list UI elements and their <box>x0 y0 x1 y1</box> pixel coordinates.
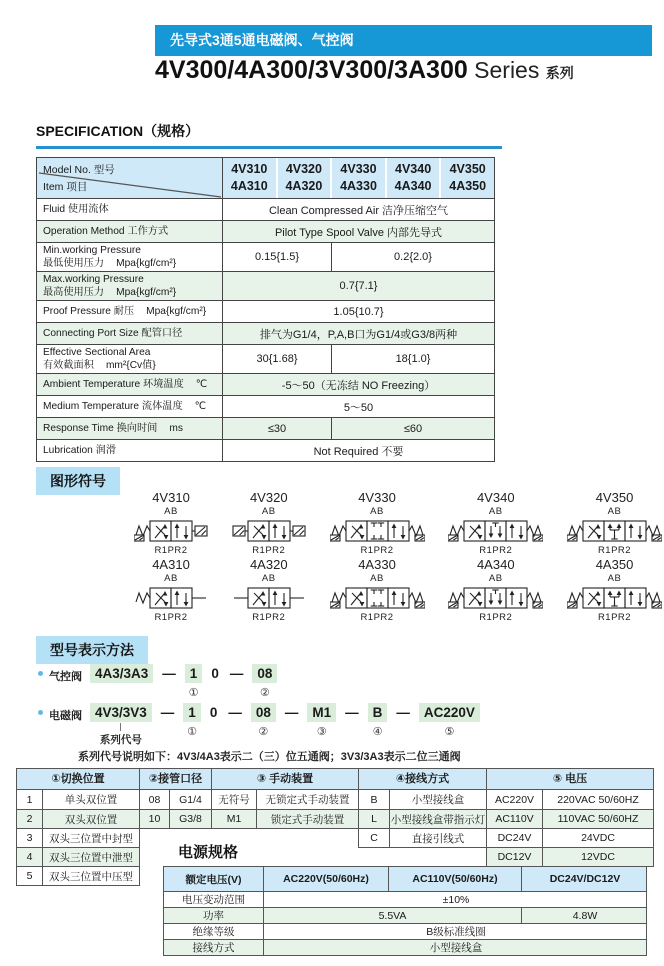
code-table-row <box>359 790 486 809</box>
model-column-header <box>276 158 331 198</box>
model-header-line1: 4V330 <box>340 162 377 177</box>
code-segment-text: 1 <box>183 703 201 722</box>
code-table-cell: 5 <box>17 867 43 885</box>
spec-value-cell: ≤60 <box>331 418 494 439</box>
power-header-label: 额定电压(V) <box>164 867 264 891</box>
spec-label-unit: Mpa{kgf/cm²} <box>146 305 207 317</box>
code-table-cell: 小型接线盒带指示灯 <box>390 813 486 826</box>
model-header-line2: 4A330 <box>340 179 377 193</box>
code-segment <box>228 664 246 683</box>
valve-symbol-icon <box>232 518 306 545</box>
power-row <box>164 907 646 923</box>
spec-label-line: Ambient Temperature 环境温度 ℃ <box>43 378 208 390</box>
code-table-cell: 24VDC <box>581 832 615 844</box>
code-table-cell: 双头三位置中泄型 <box>49 851 133 864</box>
power-header-row <box>164 867 646 891</box>
valve-block <box>448 558 543 624</box>
power-row <box>164 923 646 939</box>
code-segment <box>307 703 336 738</box>
power-header-cell: AC220V(50/60Hz) <box>283 873 369 885</box>
spec-label-unit: ℃ <box>194 400 207 412</box>
code-table-cell: 110VAC 50/60HZ <box>557 813 639 825</box>
spec-row-values <box>223 199 494 220</box>
code-table-cell: 双头双位置 <box>64 813 118 826</box>
code-segment-text: — <box>284 705 299 720</box>
spec-row <box>37 417 494 439</box>
spec-row-values <box>223 221 494 242</box>
code-table-section <box>139 768 212 829</box>
valve-model-label: 4V320 <box>249 490 288 505</box>
model-code-segments <box>90 703 487 747</box>
valve-block <box>330 558 425 624</box>
code-table-section <box>16 768 140 886</box>
power-row-label: 绝缘等级 <box>164 924 264 939</box>
valve-model-label: 4V330 <box>358 490 396 505</box>
valve-symbol-icon <box>134 585 208 612</box>
code-table-cell: 小型接线盒 <box>411 794 465 806</box>
valve-symbol-icon <box>567 518 662 545</box>
code-table-cell: AC220V <box>487 790 543 809</box>
valve-bottom-ports-label: R1PR2 <box>597 611 632 623</box>
code-segment-text: — <box>162 666 176 681</box>
code-segment-text: 4V3/3V3 <box>90 703 152 722</box>
spec-value-cell: 排气为G1/4，P,A,B口为G1/4或G3/8两种 <box>259 328 458 341</box>
code-segment-text: — <box>228 705 242 720</box>
code-table-row <box>359 809 486 828</box>
code-table-row <box>140 809 211 828</box>
series-title <box>155 56 574 85</box>
spec-row-label <box>37 374 223 395</box>
power-table <box>163 866 647 956</box>
code-segment <box>208 703 220 722</box>
model-code-segments <box>90 664 284 699</box>
spec-row <box>37 322 494 344</box>
circle-number: ④ <box>372 726 383 738</box>
code-segment <box>226 703 244 722</box>
spec-row-label <box>37 396 223 417</box>
valve-bottom-ports-label: R1PR2 <box>360 611 394 623</box>
spec-label-line: 最高使用压力 Mpa{kgf/cm²} <box>43 287 177 298</box>
spec-row-label <box>37 221 223 242</box>
spec-corner-top: Model No. 型号 <box>43 164 115 176</box>
model-code-category: 气控阀 <box>49 671 82 683</box>
model-code-line <box>38 664 487 699</box>
model-header-line2: 4A340 <box>394 179 432 193</box>
spec-value-cell: 1.05{10.7} <box>333 305 384 318</box>
spec-row-values <box>223 272 494 300</box>
code-table-row <box>17 866 139 885</box>
code-table-cell: 无符号 <box>212 790 257 809</box>
code-table-row <box>487 847 653 866</box>
valve-symbol-icon <box>567 585 662 612</box>
spec-row-values <box>223 440 494 461</box>
model-code-category: 电磁阀 <box>49 710 82 722</box>
code-table-cell: G1/4 <box>179 793 202 806</box>
spec-label-line: Max.working Pressure <box>43 273 144 285</box>
spec-value-cell: Not Required 不要 <box>313 445 404 458</box>
valve-top-ports-label: AB <box>164 572 178 584</box>
valve-block <box>232 491 306 557</box>
title-band <box>155 25 652 56</box>
spec-row-label <box>37 418 223 439</box>
spec-row-values <box>223 374 494 395</box>
valve-top-ports-label: AB <box>261 505 276 517</box>
code-segment-text: 08 <box>251 703 276 722</box>
spec-row <box>37 439 494 461</box>
spec-row-values <box>223 301 494 322</box>
valve-block <box>134 558 208 624</box>
code-table-cell: DC24V <box>487 829 543 847</box>
valve-bottom-ports-label: R1PR2 <box>154 544 188 556</box>
valve-bottom-ports-label: R1PR2 <box>479 611 513 623</box>
code-segment <box>160 664 178 683</box>
spec-label-line: Effective Sectional Area <box>43 346 151 358</box>
spec-row-label <box>37 345 223 373</box>
spec-label-line: Fluid 使用流体 <box>43 203 109 215</box>
code-table-section <box>486 768 654 867</box>
code-table-cell: 直接引线式 <box>411 832 465 845</box>
spec-label-unit: ms <box>169 422 183 434</box>
series-code-text: 系列代号 <box>99 734 142 746</box>
power-header-cell: AC110V(50/60Hz) <box>388 867 521 891</box>
power-value-cell: 小型接线盒 <box>429 942 483 954</box>
code-segment-text: — <box>345 705 359 720</box>
spec-value-cell: ≤30 <box>267 422 287 435</box>
code-table-cell: 08 <box>140 790 170 809</box>
code-table-cell: 双头三位置中封型 <box>49 832 133 845</box>
code-table-cell: 220VAC 50/60HZ <box>557 793 639 806</box>
valve-symbol-row-2 <box>134 558 662 624</box>
series-code-label <box>100 723 142 747</box>
model-header-line1: 4V320 <box>285 162 322 177</box>
spec-row-values <box>223 345 494 373</box>
code-table-row <box>487 809 653 828</box>
valve-bottom-ports-label: R1PR2 <box>360 544 394 556</box>
model-column-header <box>223 158 276 198</box>
code-table-cell: L <box>359 810 390 828</box>
spec-label-unit: mm²{Cv值} <box>105 360 156 371</box>
spec-value-cell: 18{1.0} <box>331 345 494 373</box>
code-table-row <box>17 809 139 828</box>
valve-symbol-row-1 <box>134 491 662 557</box>
bullet-icon <box>38 710 43 715</box>
series-code-note: 系列代号说明如下：4V3/4A3表示二（三）位五通阀；3V3/3A3表示二位三通阀 <box>78 751 461 763</box>
code-table-row <box>212 790 358 809</box>
valve-top-ports-label: AB <box>607 572 622 584</box>
code-segment-text: AC220V <box>419 703 480 722</box>
spec-label-line: Lubrication 润滑 <box>43 444 117 456</box>
valve-symbol-icon <box>134 518 208 545</box>
code-segment <box>183 703 201 738</box>
code-table-cell: G3/8 <box>179 813 202 825</box>
spec-value-cell: -5～50（无冻结 NO Freezing） <box>281 379 436 392</box>
spec-row <box>37 220 494 242</box>
code-segment <box>251 703 276 738</box>
code-table-row <box>17 828 139 847</box>
valve-symbol-icon <box>448 585 543 612</box>
power-value-cell: B级标准线圈 <box>426 926 486 938</box>
spec-row <box>37 373 494 395</box>
spec-label-line: 有效截面积 mm²{Cv值} <box>43 360 156 371</box>
code-table-cell: DC12V <box>487 848 543 866</box>
model-column-header <box>385 158 440 198</box>
valve-block <box>567 558 662 624</box>
valve-model-label: 4V350 <box>595 490 634 505</box>
code-table-section <box>211 768 359 829</box>
circle-number: ① <box>187 726 197 738</box>
valve-bottom-ports-label: R1PR2 <box>597 544 632 556</box>
valve-model-label: 4A310 <box>152 557 190 572</box>
valve-top-ports-label: AB <box>488 572 503 584</box>
spec-label-line: 最低使用压力 Mpa{kgf/cm²} <box>43 258 177 269</box>
model-header-line2: 4A350 <box>449 179 487 193</box>
valve-model-label: 4A320 <box>249 557 288 572</box>
circle-number: ③ <box>316 726 327 738</box>
spec-section-title: SPECIFICATION（规格） <box>36 123 200 139</box>
valve-block <box>134 491 208 557</box>
spec-row-label <box>37 199 223 220</box>
series-code-tick <box>120 723 121 731</box>
series-title-main: 4V300/4A300/3V300/3A300 <box>155 56 468 84</box>
model-code-lines <box>38 664 487 751</box>
code-table-header: ③ 手动装置 <box>212 769 358 790</box>
model-code-label: 型号表示方法 <box>36 636 148 664</box>
valve-model-label: 4A350 <box>595 557 634 572</box>
code-table-header: ①切换位置 <box>17 769 139 790</box>
valve-bottom-ports-label: R1PR2 <box>252 611 286 623</box>
valve-symbol-icon <box>330 518 425 545</box>
code-table-cell: AC110V <box>487 810 543 828</box>
code-table-row <box>17 790 139 809</box>
spec-label-line: Min.working Pressure <box>43 244 141 256</box>
model-code-line <box>38 703 487 747</box>
code-segment-text: M1 <box>307 703 336 722</box>
code-segment <box>90 703 152 747</box>
model-header-line1: 4V350 <box>449 162 486 177</box>
spec-row <box>37 242 494 271</box>
spec-rule-line <box>36 146 502 149</box>
power-row <box>164 891 646 907</box>
valve-top-ports-label: AB <box>607 505 622 517</box>
code-table-row <box>212 809 358 828</box>
spec-value-cell: Pilot Type Spool Valve 内部先导式 <box>274 226 443 239</box>
code-table-row <box>140 790 211 809</box>
code-table-cell: M1 <box>212 810 257 828</box>
spec-row-values <box>223 418 494 439</box>
spec-value-cell: 30{1.68} <box>256 353 298 365</box>
valve-top-ports-label: AB <box>370 505 384 517</box>
series-title-en: Series <box>467 57 546 83</box>
code-segment <box>368 703 388 738</box>
code-table-header: ⑤ 电压 <box>487 769 653 790</box>
spec-value-cell: 5～50 <box>343 401 374 414</box>
spec-row-label <box>37 301 223 322</box>
code-segment <box>185 664 203 699</box>
spec-value-cell: 0.7{7.1} <box>339 280 378 292</box>
model-header-line2: 4A310 <box>230 179 268 193</box>
valve-symbol-icon <box>330 585 425 612</box>
valve-top-ports-label: AB <box>261 572 276 584</box>
spec-label-line: Response Time 换向时间 ms <box>43 422 183 434</box>
valve-top-ports-label: AB <box>164 505 178 517</box>
code-segment <box>394 703 412 722</box>
spec-row <box>37 271 494 300</box>
code-table-header: ②接管口径 <box>140 769 211 790</box>
power-value-cell: 4.8W <box>521 908 647 923</box>
valve-model-label: 4A340 <box>476 557 515 572</box>
code-table-cell: 3 <box>17 829 43 847</box>
spec-value-cell: 0.2{2.0} <box>331 243 494 271</box>
code-table-row <box>17 847 139 866</box>
circle-number: ① <box>188 687 199 699</box>
code-segment <box>252 664 277 699</box>
code-segment-text: 4A3/3A3 <box>90 664 153 683</box>
spec-row-label <box>37 272 223 300</box>
model-header-line2: 4A320 <box>285 179 323 193</box>
code-table-row <box>487 828 653 847</box>
code-table-cell: 2 <box>17 810 43 828</box>
valve-model-label: 4V310 <box>152 490 190 505</box>
code-table-cell: 锁定式手动装置 <box>270 813 345 826</box>
model-column-header <box>439 158 494 198</box>
code-segment <box>90 664 153 683</box>
model-column-header <box>330 158 385 198</box>
valve-bottom-ports-label: R1PR2 <box>252 544 286 556</box>
power-header-cell: DC24V/DC12V <box>521 867 647 891</box>
circle-number: ② <box>259 687 270 699</box>
code-segment-text: B <box>368 703 388 722</box>
spec-row-values <box>223 396 494 417</box>
bullet-icon <box>38 671 43 676</box>
circle-number: ② <box>258 726 269 738</box>
spec-row <box>37 344 494 373</box>
model-header-line1: 4V310 <box>231 162 268 177</box>
code-segment <box>159 703 177 722</box>
circle-number: ⑤ <box>444 726 455 738</box>
spec-value-cell: Clean Compressed Air 洁净压缩空气 <box>268 204 449 217</box>
code-segment-text: 0 <box>211 666 219 681</box>
code-table-cell: 1 <box>17 790 43 809</box>
spec-label-line: Medium Temperature 流体温度 ℃ <box>43 400 207 412</box>
code-table-section <box>358 768 487 848</box>
spec-row-values <box>223 243 494 271</box>
code-table-cell: B <box>359 790 390 809</box>
valve-bottom-ports-label: R1PR2 <box>154 611 188 623</box>
code-table-cell: 4 <box>17 848 43 866</box>
valve-model-label: 4V340 <box>476 490 515 505</box>
spec-corner-bottom: Item 项目 <box>43 181 88 193</box>
spec-corner-cell <box>37 158 223 198</box>
spec-row-label <box>37 243 223 271</box>
power-row-label: 功率 <box>164 908 264 923</box>
code-table-row <box>359 828 486 847</box>
spec-row <box>37 395 494 417</box>
code-segment <box>283 703 301 722</box>
code-table-cell: 无锁定式手动装置 <box>265 794 350 806</box>
valve-block <box>330 491 425 557</box>
spec-row-label <box>37 440 223 461</box>
code-table-cell: C <box>359 829 390 847</box>
series-title-zh: 系列 <box>545 65 574 81</box>
power-row <box>164 939 646 955</box>
title-band-text: 先导式3通5通电磁阀、气控阀 <box>170 32 354 48</box>
code-segment-text: — <box>396 705 410 720</box>
code-segment-text: — <box>229 666 244 681</box>
spec-row-label <box>37 323 223 344</box>
code-table-cell: 12VDC <box>581 851 615 863</box>
valve-symbol-icon <box>448 518 543 545</box>
power-value-cell: ±10% <box>442 893 470 906</box>
valve-top-ports-label: AB <box>488 505 503 517</box>
valve-top-ports-label: AB <box>370 572 384 584</box>
code-table-cell: 单头双位置 <box>64 794 118 806</box>
code-table-cell: 10 <box>140 810 170 828</box>
power-value-cell: 5.5VA <box>378 909 407 922</box>
power-title: 电源规格 <box>178 844 239 861</box>
valve-block <box>232 558 306 624</box>
spec-header-row <box>37 158 494 198</box>
power-row-label: 接线方式 <box>164 940 264 955</box>
valve-symbol-icon <box>232 585 306 612</box>
spec-row <box>37 198 494 220</box>
code-segment-text: 0 <box>209 705 218 720</box>
spec-label-line: Connecting Port Size 配管口径 <box>43 327 183 339</box>
code-table-cell: 双头三位置中压型 <box>49 870 133 883</box>
valve-block <box>448 491 543 557</box>
spec-label-unit: Mpa{kgf/cm²} <box>116 258 177 269</box>
valve-bottom-ports-label: R1PR2 <box>479 544 513 556</box>
spec-row-values <box>223 323 494 344</box>
spec-label-unit: ℃ <box>195 378 208 390</box>
code-segment-text: — <box>160 705 175 720</box>
spec-value-cell: 0.15{1.5} <box>254 251 300 263</box>
spec-label-line: Operation Method 工作方式 <box>43 225 169 237</box>
code-table-row <box>487 790 653 809</box>
spec-label-line: Proof Pressure 耐压 Mpa{kgf/cm²} <box>43 305 207 317</box>
model-header-line1: 4V340 <box>395 162 432 177</box>
code-segment <box>343 703 361 722</box>
graphic-symbols-label: 图形符号 <box>36 467 120 495</box>
valve-block <box>567 491 662 557</box>
spec-table <box>36 157 495 462</box>
code-segment <box>419 703 480 738</box>
code-table-header: ④接线方式 <box>359 769 486 790</box>
code-segment <box>209 664 221 683</box>
valve-model-label: 4A330 <box>358 557 396 572</box>
spec-header-models <box>223 158 494 198</box>
spec-row <box>37 300 494 322</box>
power-row-label: 电压变动范围 <box>164 892 264 907</box>
code-segment-text: 1 <box>185 664 203 683</box>
code-segment-text: 08 <box>252 664 277 683</box>
spec-label-unit: Mpa{kgf/cm²} <box>116 287 177 298</box>
